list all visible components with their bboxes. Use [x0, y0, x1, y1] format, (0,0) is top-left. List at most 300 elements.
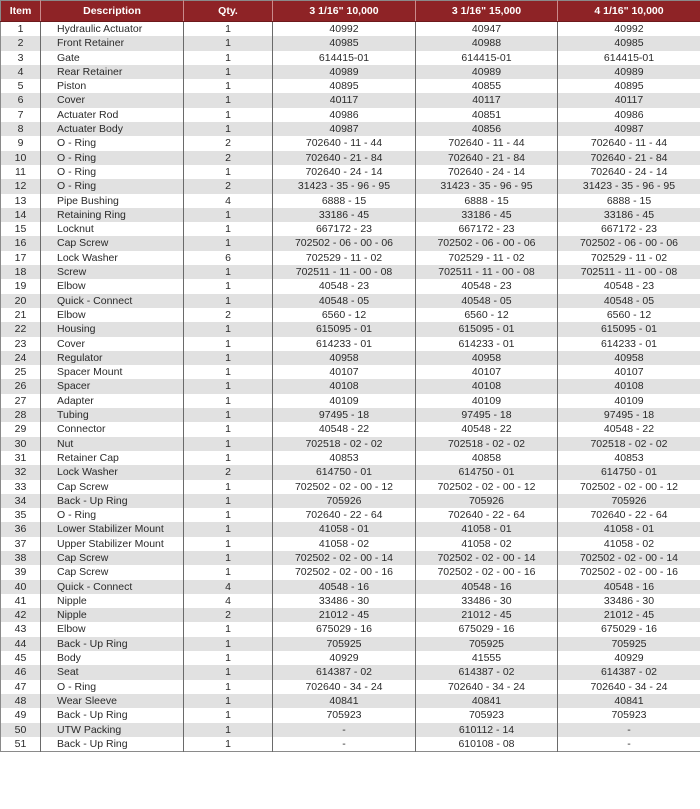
quantity-cell: 1	[184, 451, 273, 465]
part-3-1-16-10000-cell: 40117	[273, 93, 416, 107]
description-cell: Pipe Bushing	[41, 194, 184, 208]
quantity-cell: 1	[184, 708, 273, 722]
item-number-cell: 47	[1, 680, 41, 694]
description-cell: Upper Stabilizer Mount	[41, 537, 184, 551]
part-4-1-16-10000-cell: 40895	[558, 79, 700, 93]
table-row	[1, 222, 700, 236]
table-row	[1, 365, 700, 379]
quantity-cell: 1	[184, 365, 273, 379]
part-4-1-16-10000-cell: 614387 - 02	[558, 665, 700, 679]
quantity-cell: 2	[184, 151, 273, 165]
quantity-cell: 1	[184, 508, 273, 522]
item-number-cell: 4	[1, 65, 41, 79]
part-3-1-16-10000-cell: 702640 - 21 - 84	[273, 151, 416, 165]
part-3-1-16-10000-cell: 40548 - 22	[273, 422, 416, 436]
part-3-1-16-15000-cell: 41555	[416, 651, 558, 665]
part-4-1-16-10000-cell: 33186 - 45	[558, 208, 700, 222]
part-4-1-16-10000-cell: 33486 - 30	[558, 594, 700, 608]
part-3-1-16-15000-cell: 40851	[416, 108, 558, 122]
item-number-cell: 34	[1, 494, 41, 508]
part-3-1-16-10000-cell: 705926	[273, 494, 416, 508]
description-cell: Cap Screw	[41, 565, 184, 579]
part-4-1-16-10000-cell: 614750 - 01	[558, 465, 700, 479]
part-3-1-16-15000-cell: 615095 - 01	[416, 322, 558, 336]
description-cell: Rear Retainer	[41, 65, 184, 79]
description-cell: Lower Stabilizer Mount	[41, 522, 184, 536]
item-number-cell: 24	[1, 351, 41, 365]
part-4-1-16-10000-cell: 40548 - 16	[558, 580, 700, 594]
part-4-1-16-10000-cell: 40107	[558, 365, 700, 379]
description-cell: O - Ring	[41, 136, 184, 150]
quantity-cell: 1	[184, 394, 273, 408]
item-number-cell: 30	[1, 437, 41, 451]
part-3-1-16-10000-cell: 40987	[273, 122, 416, 136]
part-3-1-16-15000-cell: 614750 - 01	[416, 465, 558, 479]
part-3-1-16-15000-cell: 702640 - 21 - 84	[416, 151, 558, 165]
description-cell: Regulator	[41, 351, 184, 365]
description-cell: Lock Washer	[41, 465, 184, 479]
description-cell: Lock Washer	[41, 251, 184, 265]
part-4-1-16-10000-cell: 702502 - 02 - 00 - 16	[558, 565, 700, 579]
description-cell: Front Retainer	[41, 36, 184, 50]
description-cell: Actuater Body	[41, 122, 184, 136]
quantity-cell: 1	[184, 208, 273, 222]
table-row	[1, 551, 700, 565]
part-3-1-16-10000-cell: 614233 - 01	[273, 337, 416, 351]
description-cell: Body	[41, 651, 184, 665]
quantity-cell: 1	[184, 337, 273, 351]
part-4-1-16-10000-cell: 702518 - 02 - 02	[558, 437, 700, 451]
part-3-1-16-10000-cell: 40107	[273, 365, 416, 379]
part-4-1-16-10000-cell: 702511 - 11 - 00 - 08	[558, 265, 700, 279]
table-row	[1, 651, 700, 665]
table-row	[1, 522, 700, 536]
table-row	[1, 379, 700, 393]
table-row	[1, 51, 700, 65]
part-4-1-16-10000-cell: 40987	[558, 122, 700, 136]
quantity-cell: 2	[184, 465, 273, 479]
item-number-cell: 8	[1, 122, 41, 136]
part-3-1-16-15000-cell: 40958	[416, 351, 558, 365]
part-4-1-16-10000-cell: 40841	[558, 694, 700, 708]
part-3-1-16-15000-cell: 40107	[416, 365, 558, 379]
quantity-cell: 1	[184, 165, 273, 179]
part-4-1-16-10000-cell: -	[558, 723, 700, 737]
quantity-cell: 1	[184, 622, 273, 636]
part-3-1-16-10000-cell: 614415-01	[273, 51, 416, 65]
description-cell: O - Ring	[41, 179, 184, 193]
description-cell: O - Ring	[41, 680, 184, 694]
part-4-1-16-10000-cell: 40109	[558, 394, 700, 408]
part-4-1-16-10000-cell: 614233 - 01	[558, 337, 700, 351]
table-row	[1, 394, 700, 408]
part-3-1-16-15000-cell: 614233 - 01	[416, 337, 558, 351]
description-cell: Back - Up Ring	[41, 637, 184, 651]
quantity-cell: 2	[184, 136, 273, 150]
item-number-cell: 51	[1, 737, 41, 752]
table-row	[1, 465, 700, 479]
description-cell: Nipple	[41, 608, 184, 622]
table-row	[1, 79, 700, 93]
part-4-1-16-10000-cell: 615095 - 01	[558, 322, 700, 336]
quantity-cell: 1	[184, 637, 273, 651]
quantity-cell: 1	[184, 723, 273, 737]
part-3-1-16-15000-cell: 702640 - 24 - 14	[416, 165, 558, 179]
item-number-cell: 9	[1, 136, 41, 150]
part-4-1-16-10000-cell: 40992	[558, 22, 700, 37]
table-row	[1, 594, 700, 608]
quantity-cell: 1	[184, 522, 273, 536]
part-3-1-16-10000-cell: 40958	[273, 351, 416, 365]
table-row	[1, 437, 700, 451]
quantity-cell: 4	[184, 580, 273, 594]
quantity-cell: 1	[184, 379, 273, 393]
part-3-1-16-15000-cell: 614387 - 02	[416, 665, 558, 679]
description-cell: Spacer Mount	[41, 365, 184, 379]
part-3-1-16-10000-cell: 702502 - 06 - 00 - 06	[273, 236, 416, 250]
part-3-1-16-10000-cell: 40109	[273, 394, 416, 408]
quantity-cell: 1	[184, 694, 273, 708]
table-row	[1, 737, 700, 752]
part-4-1-16-10000-cell: 40986	[558, 108, 700, 122]
part-3-1-16-10000-cell: 702511 - 11 - 00 - 08	[273, 265, 416, 279]
item-number-cell: 25	[1, 365, 41, 379]
part-3-1-16-10000-cell: 40992	[273, 22, 416, 37]
quantity-cell: 1	[184, 79, 273, 93]
part-3-1-16-10000-cell: 33486 - 30	[273, 594, 416, 608]
part-4-1-16-10000-cell: 702640 - 21 - 84	[558, 151, 700, 165]
part-3-1-16-10000-cell: 702640 - 22 - 64	[273, 508, 416, 522]
quantity-cell: 6	[184, 251, 273, 265]
part-3-1-16-10000-cell: 40985	[273, 36, 416, 50]
header-item: Item	[1, 1, 41, 22]
quantity-cell: 2	[184, 608, 273, 622]
part-3-1-16-15000-cell: 40548 - 23	[416, 279, 558, 293]
table-row	[1, 322, 700, 336]
quantity-cell: 2	[184, 308, 273, 322]
part-3-1-16-10000-cell: 21012 - 45	[273, 608, 416, 622]
table-row	[1, 723, 700, 737]
part-3-1-16-10000-cell: 615095 - 01	[273, 322, 416, 336]
description-cell: Back - Up Ring	[41, 494, 184, 508]
quantity-cell: 4	[184, 594, 273, 608]
quantity-cell: 1	[184, 294, 273, 308]
quantity-cell: 1	[184, 680, 273, 694]
part-4-1-16-10000-cell: 6560 - 12	[558, 308, 700, 322]
description-cell: Elbow	[41, 308, 184, 322]
table-row	[1, 622, 700, 636]
item-number-cell: 2	[1, 36, 41, 50]
table-row	[1, 608, 700, 622]
table-row	[1, 279, 700, 293]
part-3-1-16-15000-cell: 21012 - 45	[416, 608, 558, 622]
part-3-1-16-15000-cell: 41058 - 02	[416, 537, 558, 551]
part-4-1-16-10000-cell: 705923	[558, 708, 700, 722]
part-3-1-16-10000-cell: 702502 - 02 - 00 - 14	[273, 551, 416, 565]
header-3-1-16-10000: 3 1/16" 10,000	[273, 1, 416, 22]
part-3-1-16-15000-cell: 702529 - 11 - 02	[416, 251, 558, 265]
part-3-1-16-15000-cell: 40858	[416, 451, 558, 465]
description-cell: Spacer	[41, 379, 184, 393]
part-3-1-16-10000-cell: 40108	[273, 379, 416, 393]
description-cell: Actuater Rod	[41, 108, 184, 122]
part-4-1-16-10000-cell: 702640 - 34 - 24	[558, 680, 700, 694]
item-number-cell: 29	[1, 422, 41, 436]
part-3-1-16-15000-cell: 702640 - 22 - 64	[416, 508, 558, 522]
part-4-1-16-10000-cell: 702529 - 11 - 02	[558, 251, 700, 265]
part-4-1-16-10000-cell: 31423 - 35 - 96 - 95	[558, 179, 700, 193]
table-row	[1, 265, 700, 279]
part-3-1-16-15000-cell: 705923	[416, 708, 558, 722]
description-cell: Screw	[41, 265, 184, 279]
part-4-1-16-10000-cell: 40548 - 22	[558, 422, 700, 436]
part-3-1-16-10000-cell: 40841	[273, 694, 416, 708]
part-3-1-16-10000-cell: 33186 - 45	[273, 208, 416, 222]
item-number-cell: 14	[1, 208, 41, 222]
part-3-1-16-10000-cell: 40986	[273, 108, 416, 122]
part-3-1-16-15000-cell: 40855	[416, 79, 558, 93]
item-number-cell: 42	[1, 608, 41, 622]
part-4-1-16-10000-cell: 702502 - 02 - 00 - 14	[558, 551, 700, 565]
quantity-cell: 1	[184, 480, 273, 494]
part-3-1-16-15000-cell: 702502 - 02 - 00 - 16	[416, 565, 558, 579]
part-3-1-16-10000-cell: 702518 - 02 - 02	[273, 437, 416, 451]
part-4-1-16-10000-cell: 614415-01	[558, 51, 700, 65]
table-row	[1, 194, 700, 208]
quantity-cell: 1	[184, 565, 273, 579]
item-number-cell: 46	[1, 665, 41, 679]
part-3-1-16-15000-cell: 702502 - 02 - 00 - 14	[416, 551, 558, 565]
item-number-cell: 40	[1, 580, 41, 594]
table-row	[1, 494, 700, 508]
part-3-1-16-10000-cell: 6560 - 12	[273, 308, 416, 322]
part-3-1-16-10000-cell: -	[273, 737, 416, 752]
part-3-1-16-15000-cell: 667172 - 23	[416, 222, 558, 236]
table-row	[1, 236, 700, 250]
item-number-cell: 23	[1, 337, 41, 351]
part-3-1-16-10000-cell: 667172 - 23	[273, 222, 416, 236]
description-cell: Back - Up Ring	[41, 737, 184, 752]
part-4-1-16-10000-cell: 41058 - 02	[558, 537, 700, 551]
item-number-cell: 10	[1, 151, 41, 165]
table-row	[1, 422, 700, 436]
table-row	[1, 351, 700, 365]
table-row	[1, 508, 700, 522]
part-4-1-16-10000-cell: 667172 - 23	[558, 222, 700, 236]
quantity-cell: 1	[184, 551, 273, 565]
table-row	[1, 665, 700, 679]
part-4-1-16-10000-cell: 705926	[558, 494, 700, 508]
part-3-1-16-10000-cell: 40929	[273, 651, 416, 665]
item-number-cell: 39	[1, 565, 41, 579]
item-number-cell: 28	[1, 408, 41, 422]
table-row	[1, 580, 700, 594]
part-3-1-16-10000-cell: -	[273, 723, 416, 737]
part-3-1-16-10000-cell: 614750 - 01	[273, 465, 416, 479]
description-cell: Elbow	[41, 279, 184, 293]
part-4-1-16-10000-cell: 40117	[558, 93, 700, 107]
table-row	[1, 451, 700, 465]
item-number-cell: 36	[1, 522, 41, 536]
part-3-1-16-10000-cell: 702640 - 34 - 24	[273, 680, 416, 694]
table-row	[1, 93, 700, 107]
part-4-1-16-10000-cell: 705925	[558, 637, 700, 651]
item-number-cell: 31	[1, 451, 41, 465]
quantity-cell: 1	[184, 36, 273, 50]
part-3-1-16-10000-cell: 41058 - 02	[273, 537, 416, 551]
table-row	[1, 65, 700, 79]
table-row	[1, 694, 700, 708]
item-number-cell: 37	[1, 537, 41, 551]
part-3-1-16-15000-cell: 702502 - 06 - 00 - 06	[416, 236, 558, 250]
quantity-cell: 1	[184, 422, 273, 436]
part-3-1-16-15000-cell: 702502 - 02 - 00 - 12	[416, 480, 558, 494]
item-number-cell: 21	[1, 308, 41, 322]
item-number-cell: 48	[1, 694, 41, 708]
part-3-1-16-15000-cell: 40108	[416, 379, 558, 393]
part-4-1-16-10000-cell: 40929	[558, 651, 700, 665]
part-3-1-16-15000-cell: 675029 - 16	[416, 622, 558, 636]
item-number-cell: 12	[1, 179, 41, 193]
table-row	[1, 122, 700, 136]
description-cell: O - Ring	[41, 151, 184, 165]
quantity-cell: 1	[184, 437, 273, 451]
description-cell: Cover	[41, 93, 184, 107]
part-4-1-16-10000-cell: 702502 - 02 - 00 - 12	[558, 480, 700, 494]
item-number-cell: 16	[1, 236, 41, 250]
part-4-1-16-10000-cell: 702640 - 24 - 14	[558, 165, 700, 179]
item-number-cell: 26	[1, 379, 41, 393]
part-3-1-16-15000-cell: 40548 - 05	[416, 294, 558, 308]
quantity-cell: 1	[184, 279, 273, 293]
part-3-1-16-10000-cell: 40989	[273, 65, 416, 79]
part-3-1-16-10000-cell: 675029 - 16	[273, 622, 416, 636]
description-cell: Elbow	[41, 622, 184, 636]
part-4-1-16-10000-cell: 40989	[558, 65, 700, 79]
item-number-cell: 11	[1, 165, 41, 179]
description-cell: Quick - Connect	[41, 580, 184, 594]
part-4-1-16-10000-cell: 40985	[558, 36, 700, 50]
part-3-1-16-10000-cell: 702502 - 02 - 00 - 12	[273, 480, 416, 494]
part-3-1-16-15000-cell: 40117	[416, 93, 558, 107]
description-cell: Cap Screw	[41, 480, 184, 494]
item-number-cell: 41	[1, 594, 41, 608]
part-4-1-16-10000-cell: 675029 - 16	[558, 622, 700, 636]
part-3-1-16-10000-cell: 97495 - 18	[273, 408, 416, 422]
part-3-1-16-10000-cell: 40548 - 16	[273, 580, 416, 594]
item-number-cell: 20	[1, 294, 41, 308]
part-3-1-16-10000-cell: 702640 - 11 - 44	[273, 136, 416, 150]
part-4-1-16-10000-cell: 40548 - 23	[558, 279, 700, 293]
table-row	[1, 294, 700, 308]
description-cell: Quick - Connect	[41, 294, 184, 308]
item-number-cell: 22	[1, 322, 41, 336]
description-cell: Adapter	[41, 394, 184, 408]
table-row	[1, 480, 700, 494]
quantity-cell: 1	[184, 351, 273, 365]
quantity-cell: 1	[184, 236, 273, 250]
part-3-1-16-15000-cell: 702511 - 11 - 00 - 08	[416, 265, 558, 279]
part-3-1-16-15000-cell: 610112 - 14	[416, 723, 558, 737]
item-number-cell: 27	[1, 394, 41, 408]
table-row	[1, 36, 700, 50]
description-cell: Seat	[41, 665, 184, 679]
part-4-1-16-10000-cell: 6888 - 15	[558, 194, 700, 208]
quantity-cell: 4	[184, 194, 273, 208]
part-4-1-16-10000-cell: 21012 - 45	[558, 608, 700, 622]
item-number-cell: 17	[1, 251, 41, 265]
description-cell: Piston	[41, 79, 184, 93]
header-row	[1, 1, 700, 22]
description-cell: Wear Sleeve	[41, 694, 184, 708]
description-cell: Connector	[41, 422, 184, 436]
part-4-1-16-10000-cell: 702640 - 11 - 44	[558, 136, 700, 150]
description-cell: Hydraulic Actuator	[41, 22, 184, 37]
description-cell: Cap Screw	[41, 551, 184, 565]
table-row	[1, 565, 700, 579]
part-3-1-16-15000-cell: 40109	[416, 394, 558, 408]
part-3-1-16-10000-cell: 702529 - 11 - 02	[273, 251, 416, 265]
part-3-1-16-15000-cell: 702640 - 34 - 24	[416, 680, 558, 694]
item-number-cell: 49	[1, 708, 41, 722]
part-4-1-16-10000-cell: 40548 - 05	[558, 294, 700, 308]
description-cell: O - Ring	[41, 508, 184, 522]
header-4-1-16-10000: 4 1/16" 10,000	[558, 1, 700, 22]
table-body	[1, 22, 700, 752]
part-3-1-16-10000-cell: 40548 - 05	[273, 294, 416, 308]
item-number-cell: 38	[1, 551, 41, 565]
item-number-cell: 5	[1, 79, 41, 93]
quantity-cell: 1	[184, 665, 273, 679]
part-3-1-16-15000-cell: 40989	[416, 65, 558, 79]
quantity-cell: 2	[184, 179, 273, 193]
item-number-cell: 18	[1, 265, 41, 279]
part-3-1-16-15000-cell: 33486 - 30	[416, 594, 558, 608]
item-number-cell: 45	[1, 651, 41, 665]
table-row	[1, 708, 700, 722]
description-cell: Nipple	[41, 594, 184, 608]
description-cell: Retainer Cap	[41, 451, 184, 465]
quantity-cell: 1	[184, 108, 273, 122]
part-3-1-16-15000-cell: 40947	[416, 22, 558, 37]
quantity-cell: 1	[184, 651, 273, 665]
part-3-1-16-15000-cell: 702640 - 11 - 44	[416, 136, 558, 150]
description-cell: Locknut	[41, 222, 184, 236]
part-3-1-16-15000-cell: 33186 - 45	[416, 208, 558, 222]
table-row	[1, 637, 700, 651]
part-4-1-16-10000-cell: 97495 - 18	[558, 408, 700, 422]
item-number-cell: 15	[1, 222, 41, 236]
description-cell: Gate	[41, 51, 184, 65]
part-3-1-16-15000-cell: 40988	[416, 36, 558, 50]
part-3-1-16-10000-cell: 40548 - 23	[273, 279, 416, 293]
table-row	[1, 208, 700, 222]
description-cell: O - Ring	[41, 165, 184, 179]
part-4-1-16-10000-cell: -	[558, 737, 700, 752]
part-3-1-16-10000-cell: 702640 - 24 - 14	[273, 165, 416, 179]
item-number-cell: 3	[1, 51, 41, 65]
quantity-cell: 1	[184, 22, 273, 37]
part-3-1-16-10000-cell: 40853	[273, 451, 416, 465]
part-3-1-16-15000-cell: 40841	[416, 694, 558, 708]
part-4-1-16-10000-cell: 702502 - 06 - 00 - 06	[558, 236, 700, 250]
quantity-cell: 1	[184, 322, 273, 336]
table-header	[1, 1, 700, 22]
part-4-1-16-10000-cell: 40958	[558, 351, 700, 365]
part-4-1-16-10000-cell: 40853	[558, 451, 700, 465]
part-3-1-16-10000-cell: 702502 - 02 - 00 - 16	[273, 565, 416, 579]
item-number-cell: 32	[1, 465, 41, 479]
